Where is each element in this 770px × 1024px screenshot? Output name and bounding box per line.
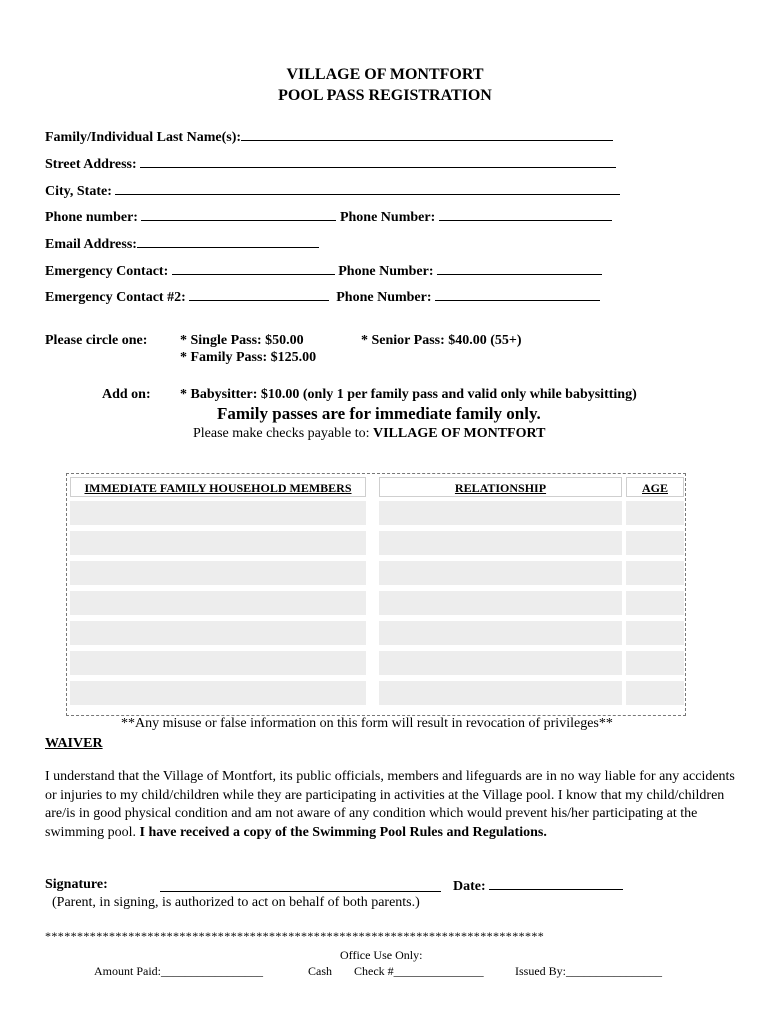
form-title: VILLAGE OF MONTFORT [286, 66, 484, 83]
emergency2-phone-label: Phone Number: [336, 290, 432, 305]
senior-pass-option[interactable]: * Senior Pass: $40.00 (55+) [361, 333, 522, 348]
member-name-cell[interactable] [70, 681, 366, 705]
date-label: Date: [453, 879, 486, 894]
emergency1-phone-label: Phone Number: [338, 264, 434, 279]
last-name-line[interactable] [241, 128, 613, 141]
checks-note [193, 426, 545, 442]
amount-paid-field[interactable]: Amount Paid:_________________ [94, 964, 264, 978]
city-row [45, 182, 620, 200]
single-pass-option[interactable]: * Single Pass: $50.00 [180, 333, 304, 348]
phone-row [45, 208, 612, 226]
office-divider: ****************************************************************************** [45, 929, 545, 943]
age-cell[interactable] [626, 591, 684, 615]
relationship-cell[interactable] [379, 531, 622, 555]
signature-line[interactable] [160, 877, 441, 892]
member-name-cell[interactable] [70, 651, 366, 675]
issued-by-field[interactable]: Issued By:________________ [515, 964, 662, 978]
phone2-label: Phone Number: [339, 210, 436, 225]
emergency1-phone-line[interactable] [437, 262, 602, 275]
date-line[interactable] [489, 877, 623, 890]
age-cell[interactable] [626, 561, 684, 585]
misuse-note: **Any misuse or false information on this form will result in revocation of privileges** [121, 716, 613, 731]
circle-label: Please circle one: [45, 333, 148, 348]
family-note: Family passes are for immediate family only. [217, 404, 541, 423]
member-name-cell[interactable] [70, 591, 366, 615]
member-name-cell[interactable] [70, 531, 366, 555]
relationship-cell[interactable] [379, 591, 622, 615]
waiver-heading: WAIVER [45, 736, 103, 751]
emergency1-line[interactable] [172, 262, 335, 275]
relationship-cell[interactable] [379, 621, 622, 645]
form-subtitle: POOL PASS REGISTRATION [278, 87, 492, 104]
last-name-row [45, 128, 613, 146]
waiver-text [45, 768, 735, 842]
emergency2-row [45, 288, 600, 306]
header-relationship: RELATIONSHIP [379, 477, 622, 497]
babysitter-option[interactable]: * Babysitter: $10.00 (only 1 per family pass and valid only while babysitting) [180, 387, 637, 402]
member-name-cell[interactable] [70, 501, 366, 525]
phone1-line[interactable] [141, 208, 336, 221]
phone2-line[interactable] [439, 208, 612, 221]
email-label: Email Address: [45, 237, 137, 252]
checks-prefix: Please make checks payable to: [193, 426, 370, 441]
checks-payee: VILLAGE OF MONTFORT [372, 426, 546, 441]
cash-label: Cash [308, 964, 332, 978]
age-cell[interactable] [626, 621, 684, 645]
last-name-label: Family/Individual Last Name(s): [45, 130, 242, 145]
age-cell[interactable] [626, 501, 684, 525]
email-row [45, 235, 319, 253]
signature-label: Signature: [45, 877, 108, 892]
relationship-cell[interactable] [379, 681, 622, 705]
emergency1-row [45, 262, 602, 280]
family-members-table [66, 473, 686, 716]
city-line[interactable] [115, 182, 620, 195]
check-number-field[interactable]: Check #_______________ [354, 964, 484, 978]
addon-label: Add on: [102, 387, 151, 402]
street-label: Street Address: [45, 157, 137, 172]
emergency2-line[interactable] [189, 288, 329, 301]
waiver-rules-ack: I have received a copy of the Swimming Pool Rules and Regulations. [139, 824, 547, 840]
relationship-cell[interactable] [379, 501, 622, 525]
member-name-cell[interactable] [70, 561, 366, 585]
phone1-label: Phone number: [45, 210, 138, 225]
signature-note: (Parent, in signing, is authorized to act on behalf of both parents.) [52, 895, 420, 910]
emergency1-label: Emergency Contact: [45, 264, 169, 279]
street-row [45, 155, 616, 173]
age-cell[interactable] [626, 651, 684, 675]
emergency2-label: Emergency Contact #2: [45, 290, 186, 305]
street-line[interactable] [140, 155, 616, 168]
date-row [453, 877, 623, 895]
emergency2-phone-line[interactable] [435, 288, 600, 301]
header-members: IMMEDIATE FAMILY HOUSEHOLD MEMBERS [70, 477, 366, 497]
relationship-cell[interactable] [379, 561, 622, 585]
city-label: City, State: [45, 184, 112, 199]
header-age: AGE [626, 477, 684, 497]
office-title: Office Use Only: [340, 948, 423, 962]
age-cell[interactable] [626, 681, 684, 705]
email-line[interactable] [137, 235, 319, 248]
member-name-cell[interactable] [70, 621, 366, 645]
waiver-body: I understand that the Village of Montfort, its public officials, members and lifeguards are in no way liable for any accidents or injuries to my child/children while they are participating in activities at the Village pool. I know that my child/children are/is in good physical condition and am not aware of any condition which would prevent his/her participating at the swimming pool. [45, 769, 735, 840]
age-cell[interactable] [626, 531, 684, 555]
relationship-cell[interactable] [379, 651, 622, 675]
family-pass-option[interactable]: * Family Pass: $125.00 [180, 350, 317, 365]
